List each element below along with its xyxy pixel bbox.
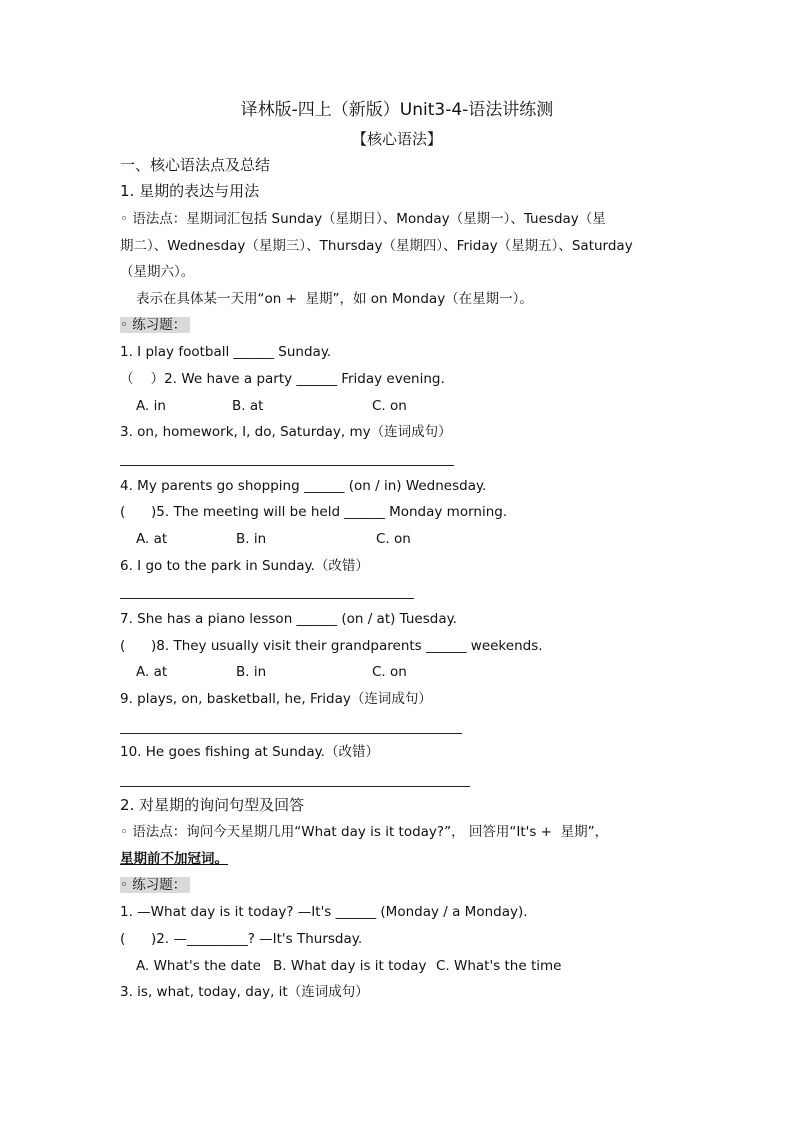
option-c: C. on: [372, 398, 407, 414]
option-a: A. at: [136, 664, 168, 680]
question-4: 4. My parents go shopping ______ (on / in) Wednesday.: [120, 478, 487, 494]
question-1: 1. I play football ______ Sunday.: [120, 344, 332, 360]
option-a: A. at: [136, 531, 168, 547]
option-b: B. in: [236, 664, 267, 680]
option-c: C. What's the time: [436, 958, 562, 974]
grammar-point-text: ◦ 语法点：星期词汇包括 Sunday（星期日）、Monday（星期一）、Tuesday（星: [120, 211, 606, 227]
question-2: （ ）2. We have a party ______ Friday evening.: [120, 371, 445, 387]
grammar-point-text: 表示在具体某一天用“on + 星期”，如 on Monday（在星期一）。: [136, 291, 533, 307]
answer-line: [120, 786, 470, 787]
question-3: 3. is, what, today, day, it（连词成句）: [120, 984, 369, 1000]
grammar-point-text: （星期六）。: [120, 264, 195, 280]
practice-label: ◦ 练习题：: [120, 316, 190, 334]
question-1: 1. —What day is it today? —It's ______ (Monday / a Monday).: [120, 904, 528, 920]
option-b: B. in: [236, 531, 267, 547]
option-b: B. at: [232, 398, 264, 414]
question-10: 10. He goes fishing at Sunday.（改错）: [120, 744, 379, 760]
option-c: C. on: [372, 664, 407, 680]
document-subtitle: 【核心语法】: [351, 130, 442, 148]
part1-heading: 1. 星期的表达与用法: [120, 182, 260, 200]
option-b: B. What day is it today: [273, 958, 427, 974]
question-5: ( )5. The meeting will be held ______ Monday morning.: [120, 504, 508, 520]
grammar-emphasis: 星期前不加冠词。: [120, 851, 228, 867]
answer-line: [120, 598, 414, 599]
question-3: 3. on, homework, I, do, Saturday, my（连词成句）: [120, 424, 452, 440]
question-8: ( )8. They usually visit their grandparents ______ weekends.: [120, 638, 543, 654]
grammar-point-text: ◦ 语法点：询问今天星期几用“What day is it today?”， 回答用“It's + 星期”，: [120, 824, 609, 840]
answer-line: [120, 465, 454, 466]
section-heading: 一、核心语法点及总结: [120, 156, 271, 174]
practice-label: ◦ 练习题：: [120, 876, 190, 894]
part2-heading: 2. 对星期的询问句型及回答: [120, 796, 305, 814]
question-7: 7. She has a piano lesson ______ (on / at) Tuesday.: [120, 611, 457, 627]
document-title: 译林版-四上（新版）Unit3-4-语法讲练测: [240, 100, 554, 120]
grammar-point-text: 期二）、Wednesday（星期三）、Thursday（星期四）、Friday（星期五）、Saturday: [120, 238, 633, 254]
option-a: A. in: [136, 398, 166, 414]
option-c: C. on: [376, 531, 411, 547]
answer-line: [120, 733, 462, 734]
question-9: 9. plays, on, basketball, he, Friday（连词成句）: [120, 691, 432, 707]
question-6: 6. I go to the park in Sunday.（改错）: [120, 558, 369, 574]
question-2: ( )2. —_________? —It's Thursday.: [120, 931, 363, 947]
option-a: A. What's the date: [136, 958, 261, 974]
